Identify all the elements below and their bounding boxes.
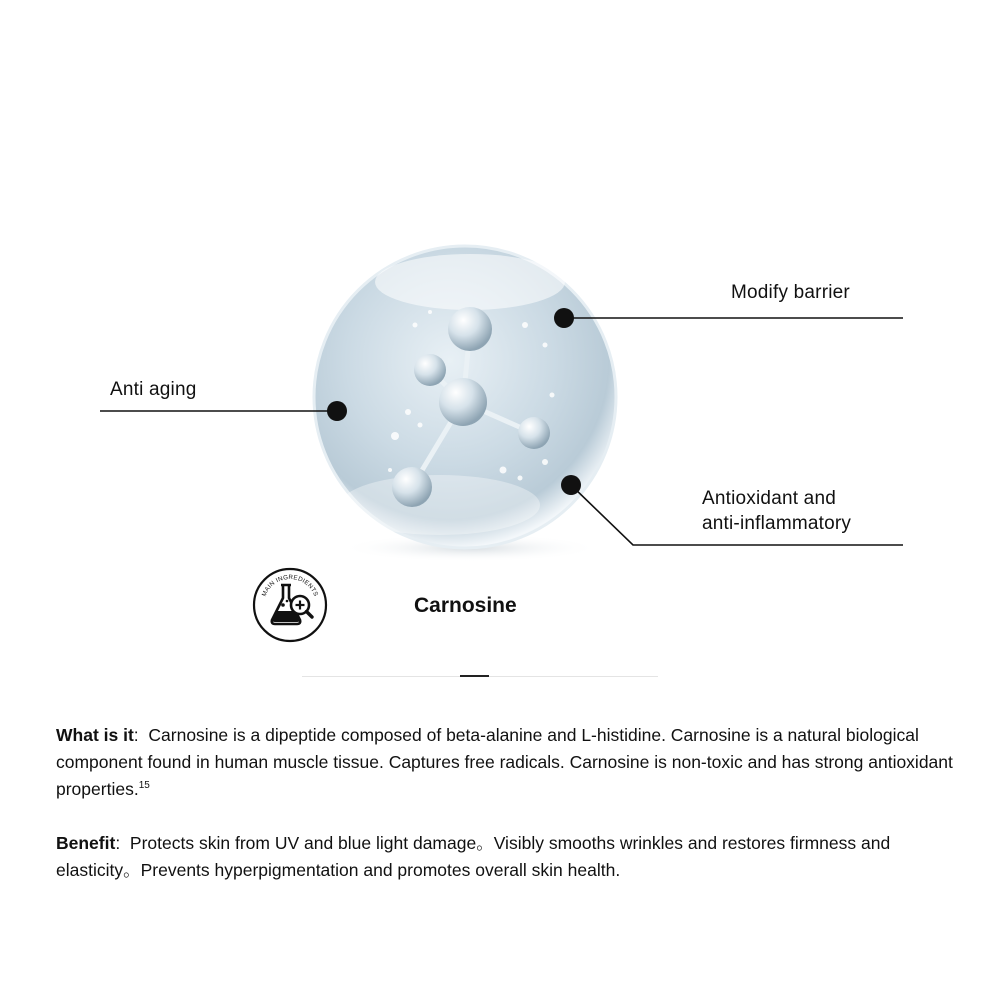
callout-label-antioxidant [702, 486, 851, 536]
main-ingredients-badge-icon [250, 565, 330, 645]
badge-arc-text: MAIN INGREDIENTS [260, 573, 320, 598]
benefit-separator: : [115, 833, 121, 853]
callout-label-antioxidant-line2: anti-inflammatory [702, 513, 852, 534]
callout-dot-anti-aging [327, 401, 347, 421]
callout-label-modify-barrier: Modify barrier [731, 282, 850, 303]
sphere-bottom-glow [340, 475, 540, 535]
callout-dot-antioxidant [561, 475, 581, 495]
benefit-heading: Benefit [56, 833, 116, 853]
what-is-it-body: Carnosine is a dipeptide composed of beta-alanine and L-histidine. Carnosine is a natural biological component found in human muscle tissue. Captures free radicals. Carnosine is non-toxic and has strong antioxidant properties. [56, 725, 953, 799]
benefit-paragraph [56, 830, 976, 884]
reference-number: 15 [138, 780, 150, 792]
what-is-it-separator: : [133, 725, 139, 745]
ingredient-name: Carnosine [414, 594, 517, 617]
sphere-highlight [375, 254, 565, 310]
what-is-it-paragraph [56, 722, 976, 803]
callout-dot-modify-barrier [554, 308, 574, 328]
callout-label-antioxidant-line1: Antioxidant and [702, 488, 836, 509]
what-is-it-heading: What is it [56, 725, 134, 745]
callout-label-anti-aging: Anti aging [110, 379, 197, 400]
benefit-body: Protects skin from UV and blue light damage。Visibly smooths wrinkles and restores firmness and elasticity。Prevents hyperpigmentation and promotes overall skin health. [56, 833, 891, 880]
section-divider-marker [460, 675, 489, 677]
